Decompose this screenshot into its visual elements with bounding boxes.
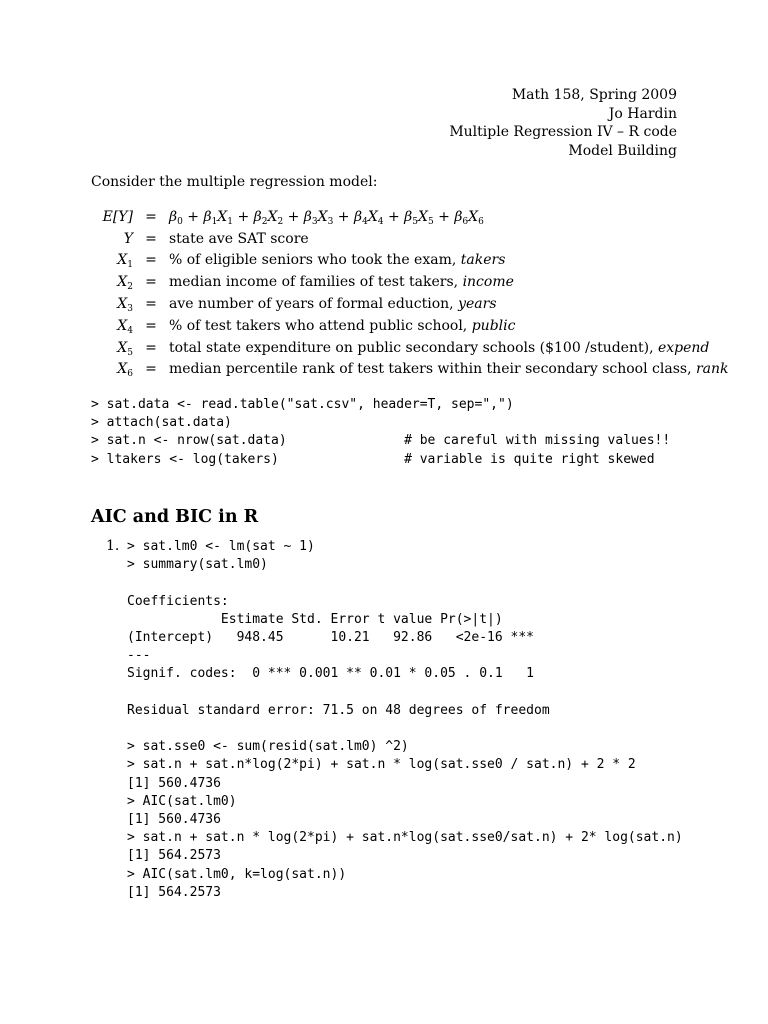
course-line: Math 158, Spring 2009 (511, 87, 677, 103)
output-line: > sat.lm0 <- lm(sat ~ 1) (127, 539, 315, 554)
equation-lhs (95, 228, 137, 250)
variable-description: total state expenditure on public secondary schools ($100 /student), (169, 339, 658, 356)
variable-name: expend (657, 339, 710, 356)
equals-sign: = (145, 296, 157, 313)
variable-name: takers (460, 252, 506, 269)
output-line: --- (127, 648, 151, 664)
equation-rhs (165, 228, 729, 250)
variable-description: % of eligible seniors who took the exam, (169, 252, 461, 269)
output-line: > sat.sse0 <- sum(resid(sat.lm0) ^2) (127, 739, 409, 755)
output-line: > AIC(sat.lm0) (127, 793, 237, 809)
equation-row (95, 206, 729, 228)
equals-sign: = (145, 339, 157, 356)
topic-line: Multiple Regression IV – R code (449, 124, 677, 140)
model-equations (95, 206, 729, 380)
equation-row (95, 250, 729, 272)
equation-lhs: $X_2$ (117, 274, 133, 293)
equation-rhs (165, 250, 729, 272)
output-line: Estimate Std. Error t value Pr(>|t|) (127, 611, 503, 627)
equation-lhs: $X_3$ (117, 296, 133, 315)
output-line: [1] 564.2573 (127, 884, 221, 900)
setup-code-block (91, 396, 670, 469)
equals-sign: = (145, 208, 157, 225)
equals-sign: = (145, 252, 157, 269)
equation-rhs (165, 293, 729, 315)
equation-row (95, 337, 729, 359)
code-line: > sat.n <- nrow(sat.data) # be careful with missing values!! (91, 433, 671, 449)
equation-lhs: E[Y] (102, 208, 133, 225)
equation-rhs (165, 359, 729, 381)
equation-lhs: $X_1$ (117, 252, 133, 271)
output-line: Residual standard error: 71.5 on 48 degrees of freedom (127, 702, 550, 718)
output-line: [1] 560.4736 (127, 775, 221, 791)
variable-description: median income of families of test takers, (169, 274, 463, 291)
code-line: > attach(sat.data) (91, 415, 232, 431)
equation-rhs (165, 337, 729, 359)
equals-sign: = (145, 274, 157, 291)
equation-row (95, 228, 729, 250)
output-line: > sat.n + sat.n*log(2*pi) + sat.n * log(sat.sse0 / sat.n) + 2 * 2 (127, 757, 636, 773)
variable-description: ave number of years of formal eduction, (169, 296, 459, 313)
variable-name: years (458, 296, 497, 313)
variable-description: median percentile rank of test takers within their secondary school class, (169, 361, 696, 378)
intro-text: Consider the multiple regression model: (91, 174, 378, 190)
equation-rhs (165, 271, 729, 293)
output-line: [1] 564.2573 (127, 848, 221, 864)
variable-name: public (471, 317, 516, 334)
output-line: > AIC(sat.lm0, k=log(sat.n)) (127, 866, 347, 882)
output-line: > summary(sat.lm0) (127, 557, 268, 573)
equation-row (95, 293, 729, 315)
variable-description: % of test takers who attend public school, (169, 317, 472, 334)
code-line: > ltakers <- log(takers) # variable is quite right skewed (91, 451, 655, 467)
variable-name: income (462, 274, 514, 291)
equation-rhs: $\beta_0 + \beta_1X_1 + \beta_2X_2 + \beta_3X_3 + \beta_4X_4 + \beta_5X_5 + \beta_6X_6$ (169, 208, 484, 227)
output-line: Signif. codes: 0 *** 0.001 ** 0.01 * 0.05 . 0.1 1 (127, 666, 534, 682)
lhs-text: Y (123, 230, 133, 247)
author-line: Jo Hardin (608, 105, 677, 122)
document-header (449, 86, 677, 160)
section-heading: AIC and BIC in R (91, 507, 259, 527)
variable-name: rank (695, 361, 729, 378)
equation-lhs: $X_4$ (117, 317, 133, 336)
output-line: Coefficients: (127, 593, 229, 609)
equals-sign: = (145, 230, 157, 247)
output-line: [1] 560.4736 (127, 812, 221, 828)
subtitle-line: Model Building (568, 142, 677, 159)
code-line: > sat.data <- read.table("sat.csv", header=T, sep=",") (91, 397, 514, 412)
equals-sign: = (145, 361, 157, 378)
variable-description: state ave SAT score (169, 230, 309, 247)
equation-row (95, 271, 729, 293)
output-line: (Intercept) 948.45 10.21 92.86 <2e-16 *** (127, 630, 534, 646)
list-item-number: 1. (106, 538, 120, 554)
equation-lhs: $X_5$ (117, 339, 133, 358)
r-output-block (127, 538, 683, 902)
equation-row (95, 315, 729, 337)
equation-row (95, 359, 729, 381)
output-line: > sat.n + sat.n * log(2*pi) + sat.n*log(sat.sse0/sat.n) + 2* log(sat.n) (127, 830, 683, 846)
equation-rhs (165, 315, 729, 337)
equation-lhs: $X_6$ (117, 361, 133, 380)
equals-sign: = (145, 317, 157, 334)
